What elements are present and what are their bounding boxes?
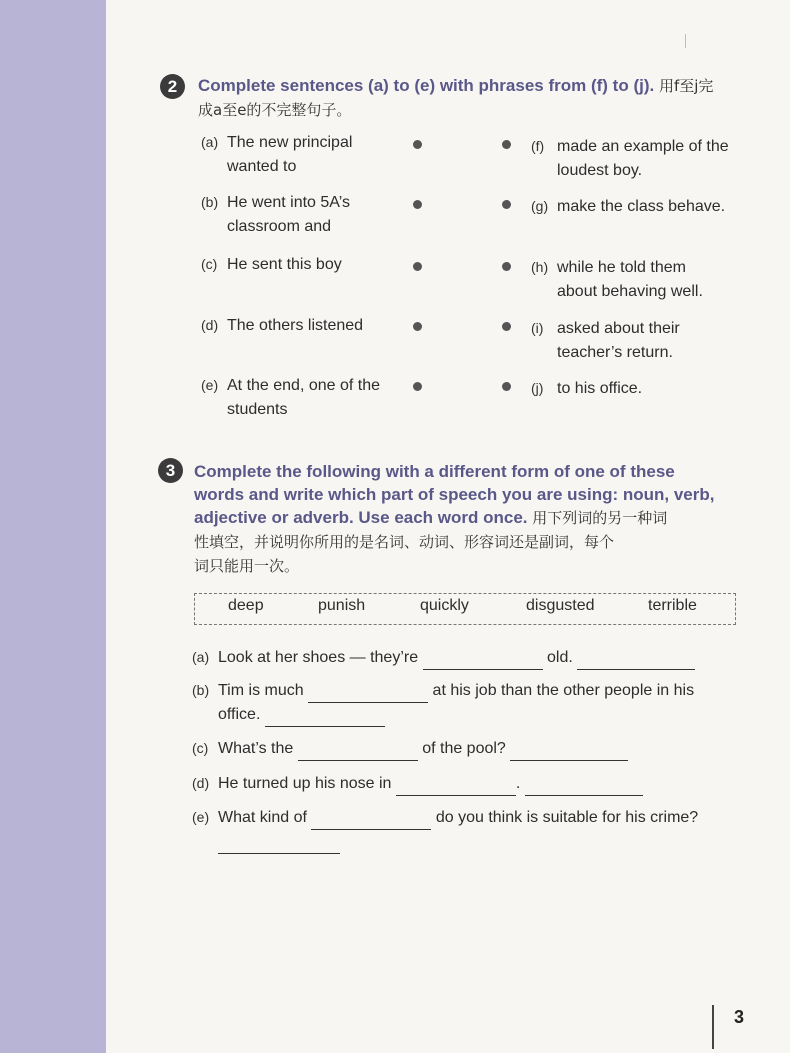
match-right-text-2: teacher’s return.	[557, 344, 673, 361]
match-right-f	[531, 134, 729, 183]
match-left-a	[201, 130, 352, 179]
exercise-3-title	[194, 460, 742, 578]
question-text-line2: office.	[218, 706, 261, 723]
question-tag: (e)	[192, 809, 210, 825]
match-left-tag: (a)	[201, 134, 219, 150]
match-right-text-2: loudest boy.	[557, 162, 643, 179]
match-dot-left-b[interactable]	[413, 200, 422, 209]
match-right-text: made an example of the	[557, 138, 729, 155]
page-number-divider	[712, 1005, 714, 1049]
answer-blank[interactable]	[311, 828, 431, 830]
match-left-text: The others listened	[227, 317, 364, 334]
match-right-tag: (g)	[531, 198, 549, 214]
page-number: 3	[734, 1007, 745, 1027]
match-right-text: to his office.	[557, 380, 643, 397]
match-left-text: The new principal	[227, 134, 353, 151]
match-dot-left-e[interactable]	[413, 382, 422, 391]
answer-blank[interactable]	[308, 701, 428, 703]
match-left-c	[201, 252, 342, 277]
exercise-3-title-zh-b: 性填空，并说明你所用的是名词、动词、形容词还是副词，每个	[194, 533, 615, 551]
exercise-3-title-zh-c: 词只能用一次。	[194, 557, 300, 575]
match-right-text-2: about behaving well.	[557, 283, 703, 300]
match-left-text-2: students	[227, 401, 288, 418]
question-a	[192, 645, 695, 670]
match-right-j	[531, 376, 642, 401]
exercise-3-number-badge: 3	[158, 458, 183, 483]
part-of-speech-blank[interactable]	[525, 794, 643, 796]
match-dot-left-c[interactable]	[413, 262, 422, 271]
match-dot-right-g[interactable]	[502, 200, 511, 209]
match-left-text-2: wanted to	[227, 158, 297, 175]
question-text-after: of the pool?	[422, 740, 506, 757]
part-of-speech-blank[interactable]	[218, 852, 340, 854]
match-dot-right-f[interactable]	[502, 140, 511, 149]
question-text-before: Tim is much	[218, 682, 304, 699]
question-text-before: He turned up his nose in	[218, 775, 392, 792]
question-text-after: do you think is suitable for his crime?	[435, 809, 699, 826]
exercise-2-title-zh-2: 成a至e的不完整句子。	[198, 101, 352, 119]
left-color-band	[0, 0, 107, 1053]
word-bank-word: terrible	[648, 597, 697, 614]
exercise-2-number-badge: 2	[160, 74, 185, 99]
word-bank-word: deep	[228, 597, 264, 614]
match-left-tag: (b)	[201, 194, 219, 210]
match-left-text: He sent this boy	[227, 256, 342, 273]
bleed-mark	[685, 34, 686, 48]
match-left-tag: (c)	[201, 256, 218, 272]
question-text-before: What kind of	[218, 809, 307, 826]
match-dot-right-i[interactable]	[502, 322, 511, 331]
match-left-e	[201, 373, 380, 422]
question-text-after: old.	[547, 649, 573, 666]
exercise-2-title	[198, 74, 746, 122]
question-text-before: What’s the	[218, 740, 294, 757]
question-e	[192, 805, 698, 854]
question-b	[192, 678, 694, 727]
match-left-b	[201, 190, 350, 239]
exercise-3-title-en-2: words and write which part of speech you are using: noun, verb,	[194, 485, 715, 504]
question-c	[192, 736, 628, 761]
match-dot-left-d[interactable]	[413, 322, 422, 331]
part-of-speech-blank[interactable]	[510, 759, 628, 761]
exercise-2-title-en: Complete sentences (a) to (e) with phrases from (f) to (j).	[198, 76, 655, 95]
part-of-speech-blank[interactable]	[577, 668, 695, 670]
match-right-i	[531, 316, 680, 365]
word-bank-word: disgusted	[526, 597, 595, 614]
part-of-speech-blank[interactable]	[265, 725, 385, 727]
match-right-tag: (h)	[531, 259, 549, 275]
match-right-tag: (f)	[531, 138, 545, 154]
exercise-3-title-zh-a: 用下列词的另一种词	[532, 509, 668, 527]
match-left-text: He went into 5A’s	[227, 194, 351, 211]
match-left-d	[201, 313, 363, 338]
question-tag: (a)	[192, 649, 210, 665]
answer-blank[interactable]	[298, 759, 418, 761]
match-left-text: At the end, one of the	[227, 377, 381, 394]
exercise-3-title-en-1: Complete the following with a different form of one of these	[194, 462, 675, 481]
question-tag: (c)	[192, 740, 209, 756]
match-right-tag: (i)	[531, 320, 544, 336]
match-right-tag: (j)	[531, 380, 544, 396]
match-right-text: asked about their	[557, 320, 680, 337]
question-text-after: .	[515, 775, 521, 792]
answer-blank[interactable]	[423, 668, 543, 670]
question-text-after: at his job than the other people in his	[432, 682, 695, 699]
match-right-g	[531, 194, 725, 219]
exercise-3-title-en-3: adjective or adverb. Use each word once.	[194, 508, 528, 527]
match-left-tag: (d)	[201, 317, 219, 333]
match-left-tag: (e)	[201, 377, 219, 393]
question-tag: (d)	[192, 775, 210, 791]
answer-blank[interactable]	[396, 794, 516, 796]
match-dot-left-a[interactable]	[413, 140, 422, 149]
match-left-text-2: classroom and	[227, 218, 332, 235]
question-text-before: Look at her shoes — they’re	[218, 649, 419, 666]
match-dot-right-h[interactable]	[502, 262, 511, 271]
match-right-h	[531, 255, 703, 304]
question-tag: (b)	[192, 682, 210, 698]
match-right-text: while he told them	[557, 259, 686, 276]
question-d	[192, 771, 643, 796]
exercise-2-title-zh-1: 用f至j完	[658, 77, 714, 95]
match-dot-right-j[interactable]	[502, 382, 511, 391]
match-right-text: make the class behave.	[557, 198, 726, 215]
word-bank-word: punish	[318, 597, 366, 614]
word-bank-word: quickly	[420, 597, 469, 614]
